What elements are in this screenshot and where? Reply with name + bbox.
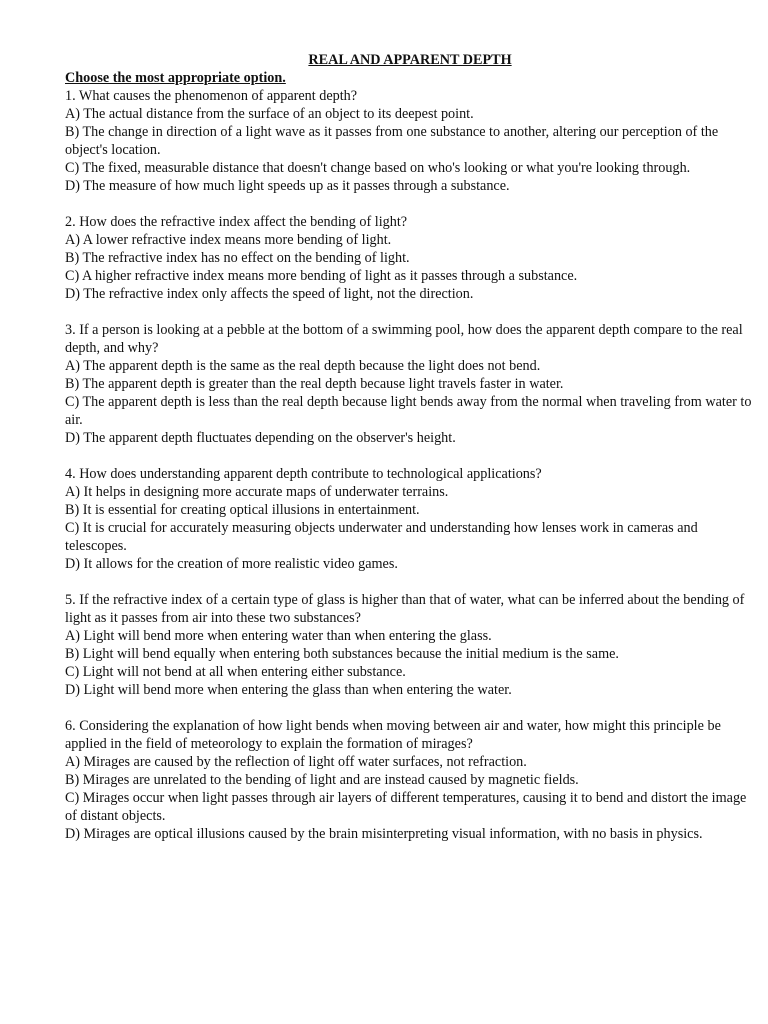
option-c: C) The apparent depth is less than the real depth because light bends away from the normal when traveling from water to air.: [65, 394, 752, 428]
option-b: B) The refractive index has no effect on the bending of light.: [65, 250, 410, 266]
instruction-heading: Choose the most appropriate option.: [65, 70, 286, 86]
option-d: D) The apparent depth fluctuates depending on the observer's height.: [65, 430, 456, 446]
question-text: 2. How does the refractive index affect the bending of light?: [65, 214, 408, 230]
option-a: A) Light will bend more when entering water than when entering the glass.: [65, 628, 492, 644]
question-5: [65, 591, 755, 699]
option-d: D) It allows for the creation of more realistic video games.: [65, 556, 398, 572]
question-text: 3. If a person is looking at a pebble at the bottom of a swimming pool, how does the apparent depth compare to the real depth, and why?: [65, 322, 743, 356]
question-text: 6. Considering the explanation of how light bends when moving between air and water, how might this principle be applied in the field of meteorology to explain the formation of mirages?: [65, 718, 721, 752]
option-c: C) The fixed, measurable distance that doesn't change based on who's looking or what you're looking through.: [65, 160, 691, 176]
option-list: [65, 627, 755, 699]
question-6: [65, 717, 755, 843]
option-list: [65, 231, 755, 303]
question-4: [65, 465, 755, 573]
option-d: D) The refractive index only affects the speed of light, not the direction.: [65, 286, 474, 302]
option-d: D) The measure of how much light speeds up as it passes through a substance.: [65, 178, 510, 194]
option-list: [65, 753, 755, 843]
option-a: A) The actual distance from the surface of an object to its deepest point.: [65, 106, 474, 122]
option-c: C) A higher refractive index means more bending of light as it passes through a substance.: [65, 268, 578, 284]
option-b: B) The change in direction of a light wave as it passes from one substance to another, altering our perception of the object's location.: [65, 124, 719, 158]
option-list: [65, 483, 755, 573]
option-a: A) The apparent depth is the same as the real depth because the light does not bend.: [65, 358, 541, 374]
option-b: B) The apparent depth is greater than the real depth because light travels faster in water.: [65, 376, 564, 392]
option-a: A) It helps in designing more accurate maps of underwater terrains.: [65, 484, 449, 500]
option-a: A) Mirages are caused by the reflection of light off water surfaces, not refraction.: [65, 754, 527, 770]
option-list: [65, 357, 755, 447]
option-c: C) It is crucial for accurately measuring objects underwater and understanding how lenses work in cameras and telescopes.: [65, 520, 698, 554]
question-text: 5. If the refractive index of a certain type of glass is higher than that of water, what can be inferred about the bending of light as it passes from air into these two substances?: [65, 592, 745, 626]
option-c: C) Mirages occur when light passes through air layers of different temperatures, causing it to bend and distort the image of distant objects.: [65, 790, 747, 824]
option-b: B) It is essential for creating optical illusions in entertainment.: [65, 502, 420, 518]
page-title: REAL AND APPARENT DEPTH: [308, 52, 512, 68]
option-b: B) Light will bend equally when entering both substances because the initial medium is the same.: [65, 646, 619, 662]
option-c: C) Light will not bend at all when entering either substance.: [65, 664, 406, 680]
option-d: D) Light will bend more when entering the glass than when entering the water.: [65, 682, 512, 698]
question-text: 1. What causes the phenomenon of apparent depth?: [65, 88, 358, 104]
option-list: [65, 105, 755, 195]
question-3: [65, 321, 755, 447]
option-b: B) Mirages are unrelated to the bending of light and are instead caused by magnetic fields.: [65, 772, 579, 788]
option-a: A) A lower refractive index means more bending of light.: [65, 232, 392, 248]
option-d: D) Mirages are optical illusions caused by the brain misinterpreting visual information, with no basis in physics.: [65, 826, 703, 842]
question-2: [65, 213, 755, 303]
worksheet-page: [65, 51, 755, 861]
question-1: [65, 87, 755, 195]
question-text: 4. How does understanding apparent depth contribute to technological applications?: [65, 466, 542, 482]
